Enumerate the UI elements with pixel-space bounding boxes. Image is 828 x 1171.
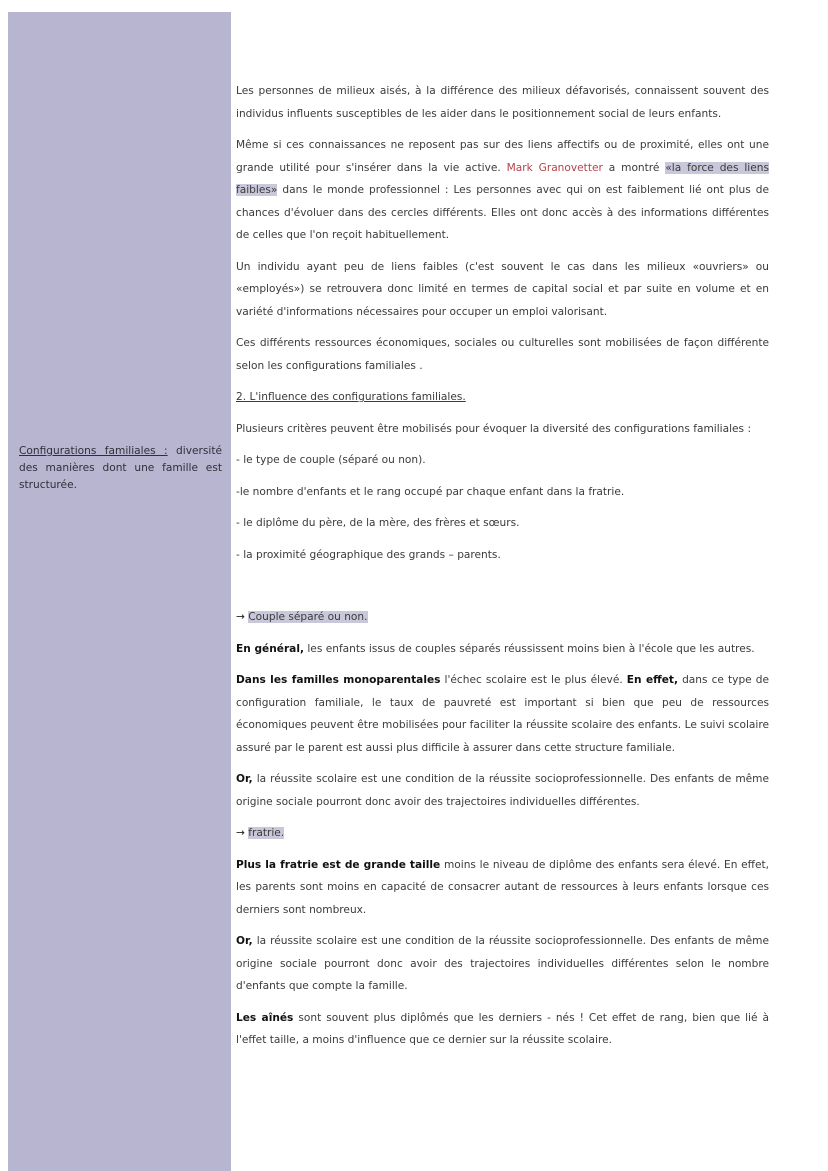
highlighted-quote: «la force des liens faibles» [236,161,769,196]
text-segment: l'échec scolaire est le plus élevé. [440,674,627,686]
paragraph-monoparentales [236,669,769,759]
subheading-couple [236,606,769,629]
bold-lead: En général, [236,642,304,655]
paragraph-aines [236,1007,769,1052]
text-segment: Même si ces connaissances ne reposent pas sur des liens affectifs ou de proximité, elles ont une grande utilité pour s'insérer dans la vie active. [236,139,769,174]
definition-term: Configurations familiales : [19,445,168,457]
subheading-fratrie-label: fratrie. [248,827,285,839]
paragraph-milieux-aises: Les personnes de milieux aisés, à la différence des milieux défavorisés, connaissent souvent des individus influents susceptibles de les aider dans le positionnement social de leurs enfants. [236,85,769,120]
text-segment: dans le monde professionnel : Les personnes avec qui on est faiblement lié ont plus de chances d'évoluer dans des cercles différents. Elles ont donc accès à des informations différentes de celles que l'on reçoit habituellement. [236,184,769,241]
subheading-fratrie [236,822,769,845]
criteria-item: - le diplôme du père, de la mère, des frères et sœurs. [236,517,520,529]
criteria-item: - la proximité géographique des grands – parents. [236,548,501,561]
margin-sidebar [8,12,231,1171]
bold-connector: En effet, [626,674,678,686]
author-name: Mark Granovetter [506,161,603,174]
text-segment: a montré [602,161,666,174]
paragraph-ressources: Ces différents ressources économiques, sociales ou culturelles sont mobilisées de façon différente selon les configurations familiales . [236,337,769,372]
text-segment: la réussite scolaire est une condition de la réussite socioprofessionnelle. Des enfants de même origine sociale pourront donc avoir des trajectoires individuelles différentes. [236,773,769,808]
bold-lead: Or, [236,935,253,947]
text-segment: dans ce type de configuration familiale, le taux de pauvreté est important si bien que peu de ressources économiques peuvent être mobilisées pour faciliter la réussite scolaire des enfants. Le suivi scolaire assuré par le parent est aussi plus difficile à assurer dans cette structure familiale. [236,674,770,754]
text-segment: les enfants issus de couples séparés réussissent moins bien à l'école que les autres. [304,642,755,655]
text-segment: moins le niveau de diplôme des enfants sera élevé. En effet, les parents sont moins en capacité de consacrer autant de ressources à leurs enfants lorsque ces derniers sont nombreux. [236,858,769,916]
arrow-icon: → [236,611,249,623]
text-segment: la réussite scolaire est une condition de la réussite socioprofessionnelle. Des enfants de même origine sociale pourront donc avoir des trajectoires individuelles différentes selon le nombre d'enfants que compte la famille. [236,935,769,992]
paragraph-granovetter [236,134,769,247]
definition-text: diversité des manières dont une famille est structurée. [19,445,222,491]
paragraph-criteres: Plusieurs critères peuvent être mobilisés pour évoquer la diversité des configurations familiales : [236,422,752,435]
bold-lead: Or, [236,773,253,785]
paragraph-liens-faibles: Un individu ayant peu de liens faibles (c'est souvent le cas dans les milieux «ouvriers» ou «employés») se retrouvera donc limité en termes de capital social et par suite en volume et en variété d'informations nécessaires pour occuper un emploi valorisant. [236,260,769,318]
criteria-item: - le type de couple (séparé ou non). [236,454,426,466]
criteria-item: -le nombre d'enfants et le rang occupé par chaque enfant dans la fratrie. [236,485,625,498]
definition-note [19,443,222,494]
bold-lead: Dans les familles monoparentales [236,674,441,686]
paragraph-or-2 [236,930,769,998]
bold-lead: Les aînés [236,1011,294,1024]
paragraph-or-1 [236,768,769,813]
paragraph-en-general [236,638,769,661]
main-text [236,80,769,1052]
section-title: 2. L'influence des configurations familiales. [236,391,466,403]
text-segment: sont souvent plus diplômés que les derniers - nés ! Cet effet de rang, bien que lié à l'effet taille, a moins d'influence que ce dernier sur la réussite scolaire. [236,1011,769,1046]
arrow-icon: → [236,827,249,839]
paragraph-taille-fratrie [236,854,769,922]
bold-lead: Plus la fratrie est de grande taille [236,858,441,871]
subheading-couple-label: Couple séparé ou non. [248,611,368,623]
